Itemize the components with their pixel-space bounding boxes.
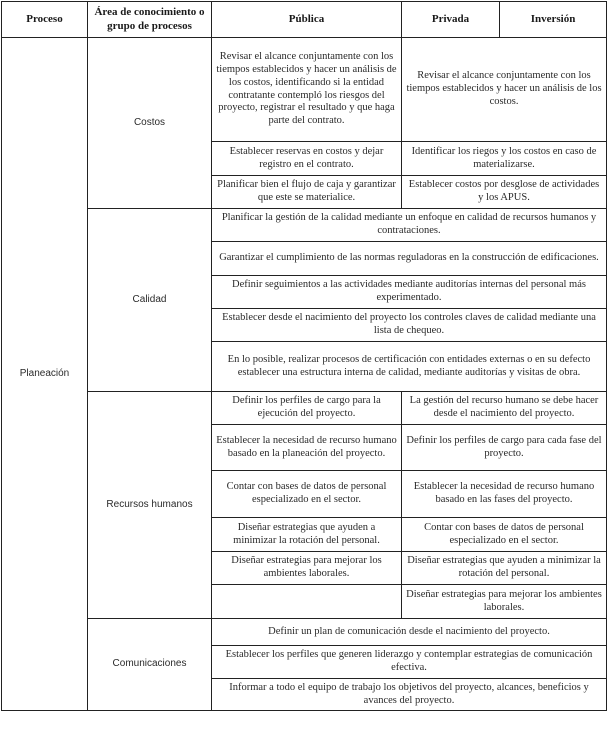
recursos-privada-cell: La gestión del recurso humano se debe hacer desde el nacimiento del proyecto. (402, 392, 607, 425)
costos-publica-cell: Establecer reservas en costos y dejar registro en el contrato. (212, 142, 402, 176)
recursos-privada-cell: Diseñar estrategias que ayuden a minimizar la rotación del personal. (402, 552, 607, 585)
recursos-privada-cell: Establecer la necesidad de recurso humano basado en las fases del proyecto. (402, 471, 607, 518)
comunicaciones-cell: Informar a todo el equipo de trabajo los objetivos del proyecto, alcances, beneficios y avances del proyecto. (212, 679, 607, 711)
costos-privada-cell: Establecer costos por desglose de actividades y los APUS. (402, 176, 607, 209)
table-row (2, 619, 607, 646)
proceso-cell: Planeación (2, 38, 88, 711)
costos-privada-cell: Revisar el alcance conjuntamente con los tiempos establecidos y hacer un análisis de los costos. (402, 38, 607, 142)
recursos-publica-cell: Diseñar estrategias para mejorar los ambientes laborales. (212, 552, 402, 585)
calidad-cell: Definir seguimientos a las actividades mediante auditorías internas del personal más experimentado. (212, 276, 607, 309)
calidad-cell: En lo posible, realizar procesos de certificación con entidades externas o en su defecto establecer una estructura interna de calidad, mediante auditorías y visitas de obra. (212, 342, 607, 392)
recursos-privada-cell: Diseñar estrategias para mejorar los ambientes laborales. (402, 585, 607, 619)
costos-publica-cell: Planificar bien el flujo de caja y garantizar que este se materialice. (212, 176, 402, 209)
header-publica: Pública (212, 2, 402, 38)
costos-publica-cell: Revisar el alcance conjuntamente con los tiempos establecidos y hacer un análisis de los costos, identificando si la entidad contratante contempló los riesgos del proyecto, registrar el resultado y que haga parte del contrato. (212, 38, 402, 142)
header-area: Área de conocimiento o grupo de procesos (88, 2, 212, 38)
calidad-cell: Establecer desde el nacimiento del proyecto los controles claves de calidad mediante una lista de chequeo. (212, 309, 607, 342)
costos-privada-cell: Identificar los riegos y los costos en caso de materializarse. (402, 142, 607, 176)
recursos-privada-cell: Contar con bases de datos de personal especializado en el sector. (402, 518, 607, 552)
comunicaciones-cell: Definir un plan de comunicación desde el nacimiento del proyecto. (212, 619, 607, 646)
recursos-publica-cell: Diseñar estrategias que ayuden a minimizar la rotación del personal. (212, 518, 402, 552)
header-proceso: Proceso (2, 2, 88, 38)
area-costos: Costos (88, 38, 212, 209)
table-row (2, 38, 607, 142)
recursos-publica-cell (212, 585, 402, 619)
table-row (2, 209, 607, 242)
comunicaciones-cell: Establecer los perfiles que generen liderazgo y contemplar estrategias de comunicación efectiva. (212, 646, 607, 679)
planning-table (1, 1, 607, 711)
area-comunicaciones: Comunicaciones (88, 619, 212, 711)
recursos-publica-cell: Contar con bases de datos de personal especializado en el sector. (212, 471, 402, 518)
calidad-cell: Garantizar el cumplimiento de las normas reguladoras en la construcción de edificaciones. (212, 242, 607, 276)
header-row (2, 2, 607, 38)
calidad-cell: Planificar la gestión de la calidad mediante un enfoque en calidad de recursos humanos y contrataciones. (212, 209, 607, 242)
area-recursos-humanos: Recursos humanos (88, 392, 212, 619)
area-calidad: Calidad (88, 209, 212, 392)
header-inversion: Inversión (500, 2, 607, 38)
header-privada: Privada (402, 2, 500, 38)
recursos-publica-cell: Definir los perfiles de cargo para la ejecución del proyecto. (212, 392, 402, 425)
table-row (2, 392, 607, 425)
recursos-publica-cell: Establecer la necesidad de recurso humano basado en la planeación del proyecto. (212, 425, 402, 471)
recursos-privada-cell: Definir los perfiles de cargo para cada fase del proyecto. (402, 425, 607, 471)
